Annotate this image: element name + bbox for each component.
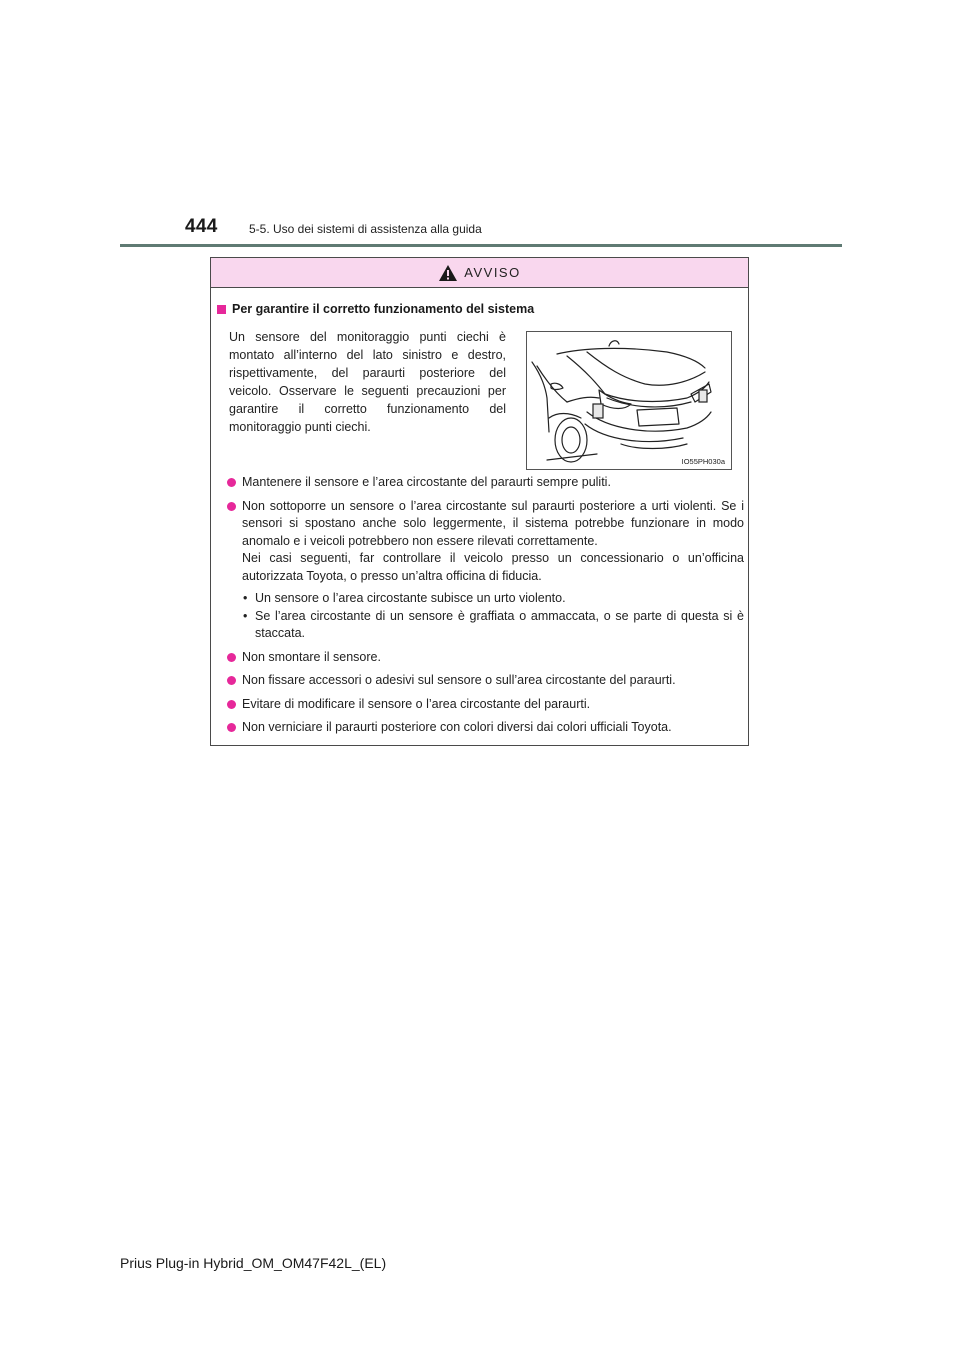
section-title: 5-5. Uso dei sistemi di assistenza alla guida	[249, 222, 482, 236]
square-bullet-icon	[217, 305, 226, 314]
sub-list-item-text: Un sensore o l’area circostante subisce un urto violento.	[255, 591, 566, 605]
warning-box	[210, 257, 749, 746]
sub-list-item	[242, 590, 744, 608]
list-item-text: Non verniciare il paraurti posteriore con colori diversi dai colori ufficiali Toyota.	[242, 720, 672, 734]
list-item	[227, 649, 744, 667]
list-item	[227, 474, 744, 492]
list-item-text: Mantenere il sensore e l’area circostante del paraurti sempre puliti.	[242, 475, 611, 489]
list-item-text: Non fissare accessori o adesivi sul sensore o sull’area circostante del paraurti.	[242, 673, 676, 687]
figure-code: IO55PH030a	[681, 457, 725, 466]
list-item-text: Non sottoporre un sensore o l’area circostante sul paraurti posteriore a urti violenti. Se i sensori si spostano anche solo leggermente, il sistema potrebbe funzionare in modo anomalo e i veicoli potrebbero non essere rilevati correttamente.	[242, 498, 744, 548]
bullet-dot-icon	[227, 502, 236, 511]
car-rear-illustration	[526, 331, 732, 470]
car-rear-drawing	[527, 332, 731, 469]
precautions-list	[227, 474, 744, 743]
bullet-dot-icon	[227, 676, 236, 685]
warning-header	[211, 258, 748, 288]
subheading-text: Per garantire il corretto funzionamento del sistema	[232, 302, 535, 316]
sub-list-item-text: Se l’area circostante di un sensore è graffiata o ammaccata, o se parte di questa si è staccata.	[255, 608, 744, 640]
sub-list-item	[242, 608, 744, 643]
bullet-dot-icon	[227, 478, 236, 487]
sub-bullet-icon: •	[243, 591, 248, 605]
header-rule	[120, 244, 842, 247]
intro-paragraph: Un sensore del monitoraggio punti ciechi è montato all’interno del lato sinistro e destro, rispettivamente, del paraurti posteriore del veicolo. Osservare le seguenti precauzioni per garantire il corretto funzionamento del monitoraggio punti ciechi.	[229, 330, 506, 434]
list-item	[227, 498, 744, 643]
list-item-text: Evitare di modificare il sensore o l’area circostante del paraurti.	[242, 696, 591, 711]
list-item-text: Non smontare il sensore.	[242, 649, 381, 664]
list-item	[227, 719, 744, 737]
sub-bullet-icon: •	[243, 608, 248, 623]
warning-label: AVVISO	[464, 265, 521, 280]
bullet-dot-icon	[227, 700, 236, 709]
footer-document-id: Prius Plug-in Hybrid_OM_OM47F42L_(EL)	[120, 1255, 387, 1271]
list-item-text-2: Nei casi seguenti, far controllare il veicolo presso un concessionario o un’officina autorizzata Toyota, o presso un’altra officina di fiducia.	[242, 551, 744, 583]
sub-list	[242, 590, 744, 643]
bullet-dot-icon	[227, 653, 236, 662]
warning-content	[211, 288, 748, 745]
list-item	[227, 696, 744, 714]
bullet-dot-icon	[227, 723, 236, 732]
subheading	[217, 302, 534, 316]
warning-triangle-icon	[438, 264, 458, 282]
list-item	[227, 672, 744, 690]
page-number: 444	[185, 216, 218, 237]
